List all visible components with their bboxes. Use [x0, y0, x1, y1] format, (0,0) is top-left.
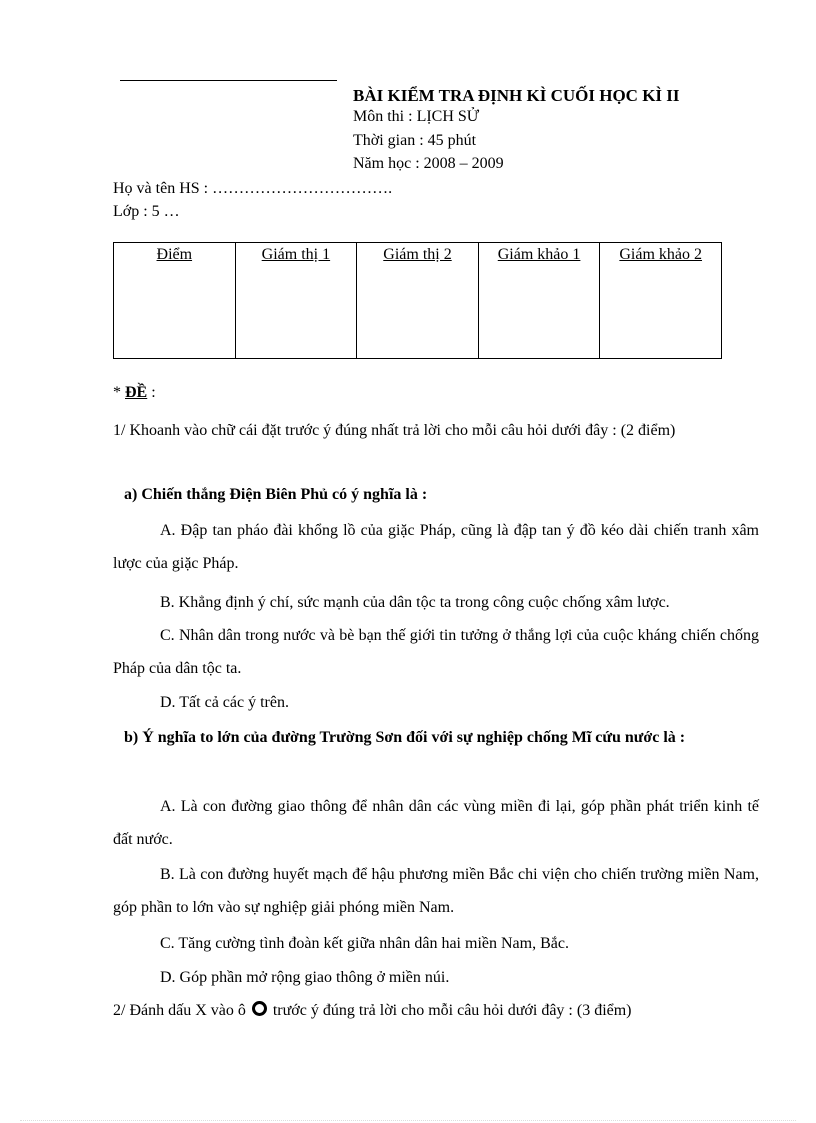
q2-text-before: 2/ Đánh dấu X vào ô [113, 1002, 250, 1019]
option-1a-b: B. Khẳng định ý chí, sức mạnh của dân tộc ta trong công cuộc chống xâm lược. [160, 594, 670, 611]
page-bottom-border [20, 1120, 796, 1121]
exam-title: BÀI KIỂM TRA ĐỊNH KÌ CUỐI HỌC KÌ II [353, 86, 680, 105]
question-1-instruction: 1/ Khoanh vào chữ cái đặt trước ý đúng nhất trả lời cho mỗi câu hỏi dưới đây : (2 điểm) [113, 422, 676, 439]
option-1b-a: A. Là con đường giao thông để nhân dân các vùng miền đi lại, góp phần phát triển kinh tế đất nước. [113, 798, 759, 848]
option-1b-c: C. Tăng cường tình đoàn kết giữa nhân dân hai miền Nam, Bắc. [160, 935, 569, 952]
de-label: ĐỀ [125, 384, 148, 401]
question-2-instruction [113, 1001, 632, 1020]
examiner-1-header: Giám khảo 1 [497, 246, 581, 263]
school-year-line: Năm học : 2008 – 2009 [353, 155, 504, 172]
de-prefix: * [113, 384, 125, 401]
de-suffix: : [147, 384, 156, 401]
proctor-1-header: Giám thị 1 [261, 246, 331, 263]
proctor-1-cell [235, 243, 357, 359]
option-1a-d: D. Tất cả các ý trên. [160, 694, 289, 711]
student-name-field: Họ và tên HS : ……………………………. [113, 180, 393, 197]
score-table [113, 242, 722, 359]
examiner-1-cell [478, 243, 600, 359]
examiner-2-cell [600, 243, 722, 359]
option-1a-a: A. Đập tan pháo đài khổng lồ của giặc Pháp, cũng là đập tan ý đồ kéo dài chiến tranh xâm lược của giặc Pháp. [113, 522, 759, 572]
question-1a: a) Chiến thắng Điện Biên Phủ có ý nghĩa là : [124, 486, 428, 503]
option-1a-c: C. Nhân dân trong nước và bè bạn thế giới tin tưởng ở thắng lợi của cuộc kháng chiến chống Pháp của dân tộc ta. [113, 627, 759, 677]
q2-text-after: trước ý đúng trả lời cho mỗi câu hỏi dưới đây : (3 điểm) [268, 1002, 632, 1019]
score-cell [114, 243, 236, 359]
examiner-2-header: Giám khảo 2 [619, 246, 703, 263]
checkbox-circle-icon [252, 1001, 267, 1016]
subject-line: Môn thi : LỊCH SỬ [353, 108, 480, 125]
option-1b-b: B. Là con đường huyết mạch để hậu phương miền Bắc chi viện cho chiến trường miền Nam, góp phần to lớn vào sự nghiệp giải phóng miền Nam. [113, 866, 759, 916]
score-header: Điểm [156, 246, 193, 263]
question-1b: b) Ý nghĩa to lớn của đường Trường Sơn đối với sự nghiệp chống Mĩ cứu nước là : [124, 729, 686, 746]
proctor-2-cell [357, 243, 479, 359]
class-field: Lớp : 5 … [113, 203, 180, 220]
proctor-2-header: Giám thị 2 [383, 246, 452, 263]
option-1b-d: D. Góp phần mở rộng giao thông ở miền núi. [160, 969, 450, 986]
duration-line: Thời gian : 45 phút [353, 132, 477, 149]
de-heading [113, 384, 156, 402]
signature-line [120, 80, 337, 81]
